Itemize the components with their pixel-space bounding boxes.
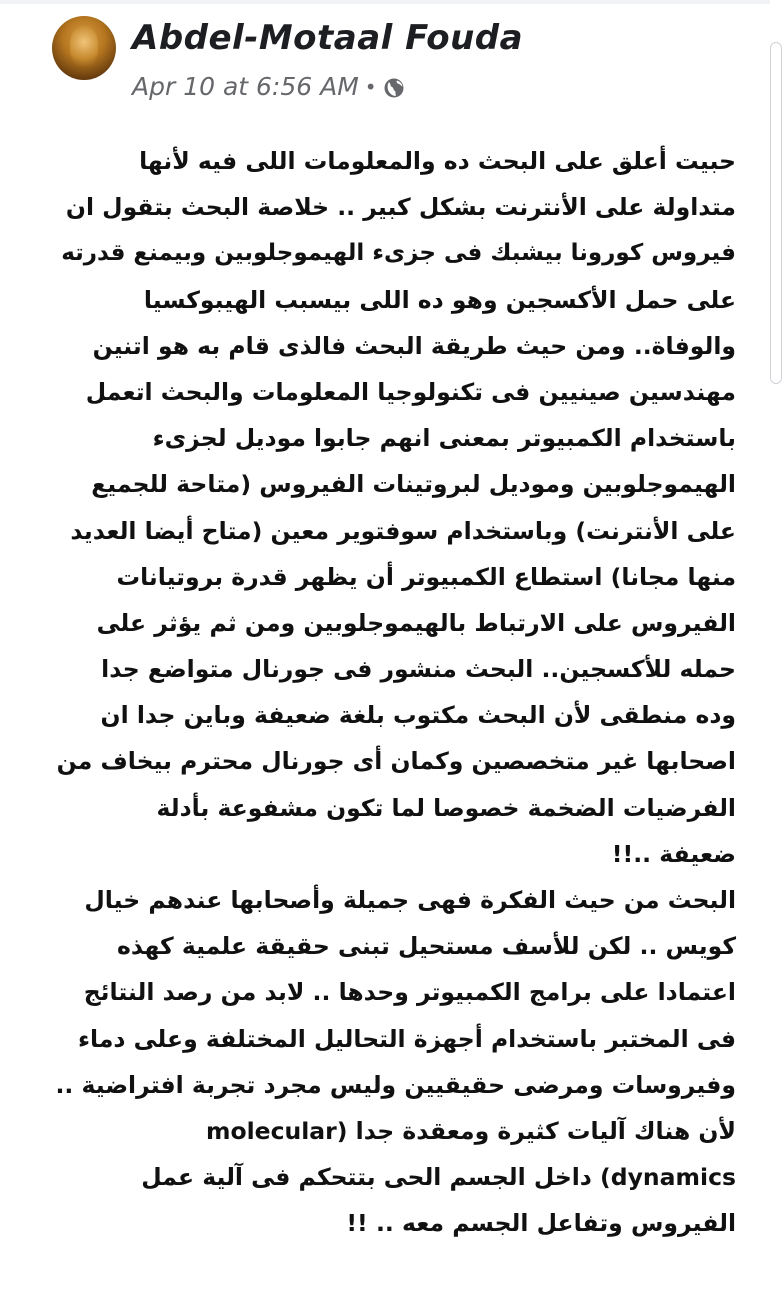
author-avatar[interactable]: [52, 16, 116, 80]
post-line: فى المختبر باستخدام أجهزة التحاليل المختلفة وعلى دماء: [78, 1024, 736, 1053]
author-name[interactable]: Abdel-Motaal Fouda: [132, 18, 524, 58]
post-line: على حمل الأكسجين وهو ده اللى بيسبب الهيبوكسيا: [143, 285, 736, 314]
post-line: البحث من حيث الفكرة فهى جميلة وأصحابها عندهم خيال: [84, 886, 736, 914]
post-line: الفيروس على الارتباط بالهيموجلوبين ومن ثم يؤثر على: [96, 608, 736, 637]
post-line: حمله للأكسجين.. البحث منشور فى جورنال متواضع جدا: [101, 655, 736, 684]
scrollbar-thumb[interactable]: [770, 42, 782, 384]
post-line: فيروس كورونا بيشبك فى جزىء الهيموجلوبين وبيمنع قدرته: [61, 240, 736, 267]
post-meta: [132, 72, 405, 101]
post-line: والوفاة.. ومن حيث طريقة البحث فالذى قام به هو اتنين: [92, 331, 736, 360]
post-line: على الأنترنت) وباستخدام سوفتوير معين (متاح أيضا العديد: [70, 516, 736, 545]
post-line: وفيروسات ومرضى حقيقيين وليس مجرد تجربة افتراضية ..: [55, 1070, 736, 1099]
post-line: مهندسين صينيين فى تكنولوجيا المعلومات والبحث اتعمل: [85, 377, 736, 406]
post-line: الهيموجلوبين وموديل لبروتينات الفيروس (متاحة للجميع: [91, 470, 736, 499]
post-line: كويس .. لكن للأسف مستحيل تبنى حقيقة علمية كهذه: [117, 932, 736, 961]
avatar-face-image: [70, 26, 98, 66]
post-line: وده منطقى لأن البحث مكتوب بلغة ضعيفة وباين جدا ان: [100, 701, 736, 730]
post-line: منها مجانا) استطاع الكمبيوتر أن يظهر قدرة بروتيانات: [116, 562, 736, 591]
post-line: لأن هناك آليات كثيرة ومعقدة جدا (molecular: [205, 1116, 736, 1145]
post-line: الفيروس وتفاعل الجسم معه .. !!: [346, 1209, 736, 1238]
post-line: متداولة على الأنترنت بشكل كبير .. خلاصة البحث بتقول ان: [65, 193, 736, 222]
globe-icon[interactable]: [383, 76, 405, 98]
post-header: [52, 14, 752, 114]
post-line: باستخدام الكمبيوتر بمعنى انهم جابوا موديل لجزىء: [152, 424, 736, 453]
post-line: اعتمادا على برامج الكمبيوتر وحدها .. لابد من رصد النتائج: [83, 978, 736, 1007]
scrollbar-track[interactable]: [770, 0, 784, 1300]
post-line: حبيت أعلق على البحث ده والمعلومات اللى فيه لأنها: [139, 147, 736, 175]
post-body: [50, 138, 736, 1247]
post-line: الفرضيات الضخمة خصوصا لما تكون مشفوعة بأدلة: [156, 793, 736, 822]
meta-separator: •: [364, 74, 377, 99]
post-line: اصحابها غير متخصصين وكمان أى جورنال محترم بيخاف من: [56, 747, 736, 776]
post-line: ضعيفة ..!!: [611, 839, 736, 868]
post-line: dynamics) داخل الجسم الحى بتتحكم فى آلية عمل: [141, 1163, 736, 1192]
post-timestamp[interactable]: Apr 10 at 6:56 AM: [132, 72, 359, 101]
